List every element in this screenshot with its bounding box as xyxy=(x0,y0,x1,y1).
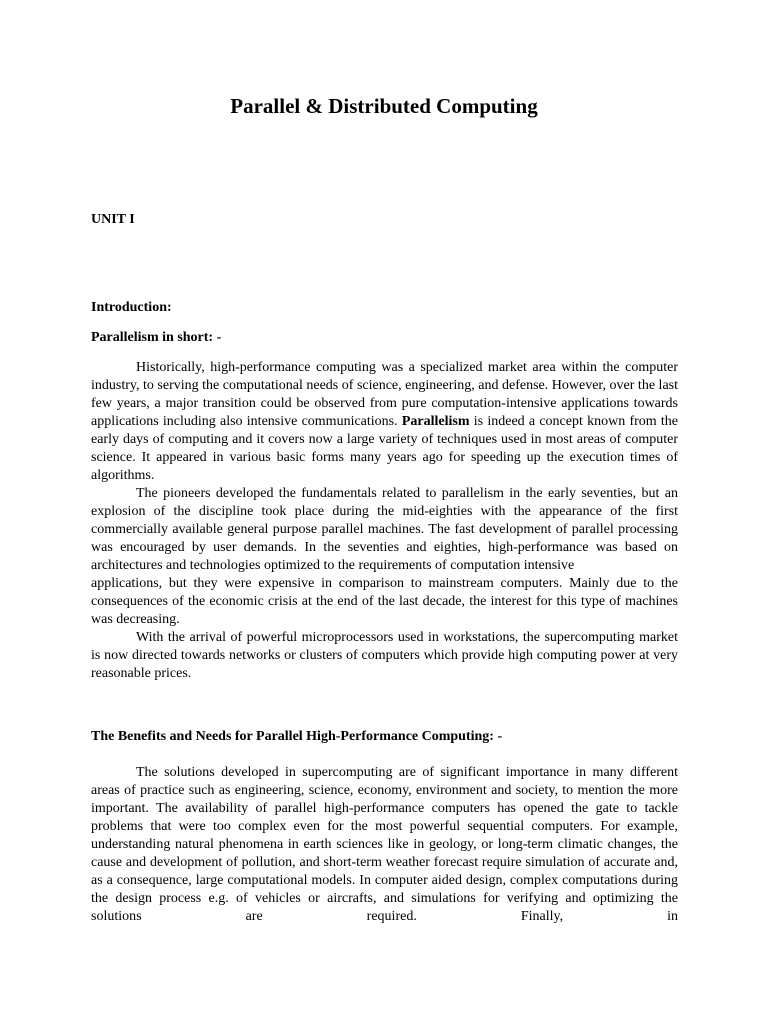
introduction-heading: Introduction: xyxy=(91,300,172,315)
paragraph-pioneers: The pioneers developed the fundamentals related to parallelism in the early seventies, but an explosion of the discipline took place during the mid-eighties with the appearance of the first commercially available general purpose parallel machines. The fast development of parallel processing was encouraged by user demands. In the seventies and eighties, high-performance was based on architectures and technologies optimized to the requirements of computation intensive xyxy=(91,486,678,573)
paragraph-applications: applications, but they were expensive in comparison to mainstream computers. Mainly due to the consequences of the economic crisis at the end of the last decade, the interest for this type of machines was decreasing. xyxy=(91,576,678,627)
document-title: Parallel & Distributed Computing xyxy=(230,94,538,118)
benefits-body xyxy=(91,764,678,926)
introduction-body xyxy=(91,359,678,683)
paragraph-historically xyxy=(91,359,678,485)
unit-heading: UNIT I xyxy=(91,212,135,227)
parallelism-heading: Parallelism in short: - xyxy=(91,330,222,345)
paragraph-text: is indeed a concept known from the early days of computing and it covers now a large variety of techniques used in most areas of computer science. It appeared in various basic forms many years ago for speeding up the execution times of algorithms. xyxy=(91,414,679,483)
benefits-heading: The Benefits and Needs for Parallel High-Performance Computing: - xyxy=(91,729,503,744)
paragraph-solutions: The solutions developed in supercomputing are of significant importance in many different areas of practice such as engineering, science, economy, environment and society, to mention the more important. The availability of parallel high-performance computers has opened the gate to tackle problems that were too complex even for the most powerful sequential computers. For example, understanding natural phenomena in earth sciences like in geology, or long-term climatic changes, the cause and development of pollution, and short-term weather forecast require simulation of accurate and, as a consequence, large computational models. In computer aided design, complex computations during the design process e.g. of vehicles or aircrafts, and simulations for verifying and optimizing the solutions are required. Finally, in xyxy=(91,765,678,924)
paragraph-text: Historically, high-performance computing was a specialized market area within the computer industry, to serving the computational needs of science, engineering, and defense. However, over the last few years, a major transition could be observed from pure computation-intensive applications towards applications including also intensive communications. xyxy=(91,360,678,429)
paragraph-microprocessors: With the arrival of powerful microprocessors used in workstations, the supercomputing market is now directed towards networks or clusters of computers which provide high computing power at very reasonable prices. xyxy=(91,630,678,681)
parallelism-term: Parallelism xyxy=(401,414,470,429)
